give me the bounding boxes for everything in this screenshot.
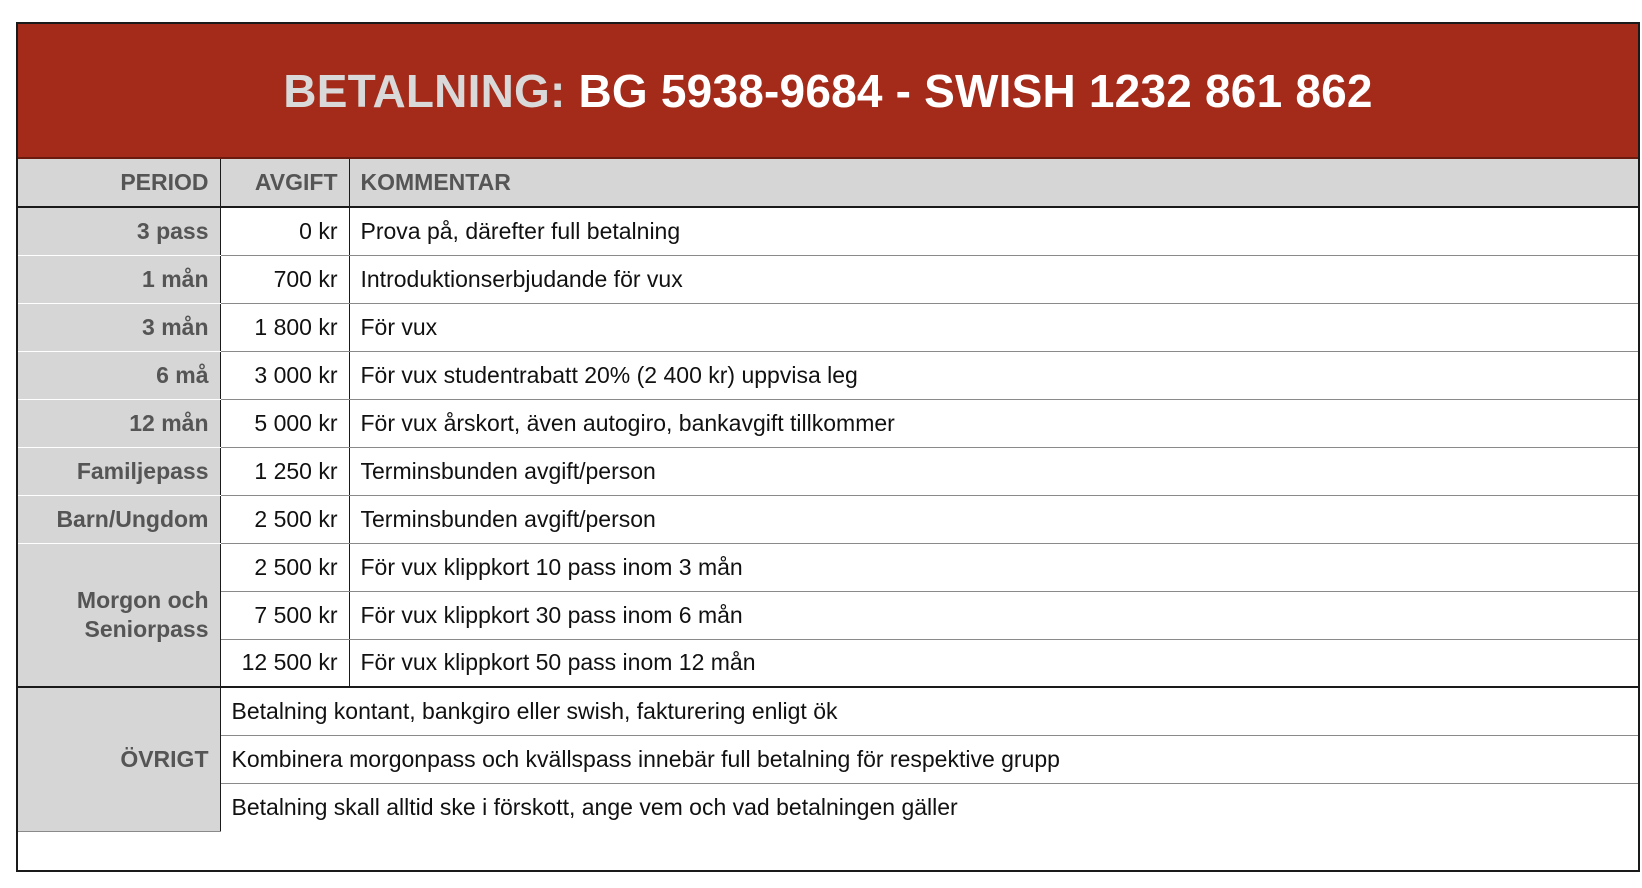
period-cell: 6 må <box>18 351 220 399</box>
period-cell: Familjepass <box>18 447 220 495</box>
table-row <box>18 255 1638 303</box>
other-row <box>18 735 1638 783</box>
other-label-cell: ÖVRIGT <box>18 687 220 831</box>
other-row <box>18 687 1638 735</box>
table-row <box>18 591 1638 639</box>
table-row <box>18 495 1638 543</box>
column-header-comment: KOMMENTAR <box>349 159 1638 207</box>
column-header-fee: AVGIFT <box>220 159 349 207</box>
fee-cell: 700 kr <box>220 255 349 303</box>
price-table <box>16 22 1640 872</box>
table-row <box>18 351 1638 399</box>
comment-cell: För vux årskort, även autogiro, bankavgift tillkommer <box>349 399 1638 447</box>
fee-cell: 1 250 kr <box>220 447 349 495</box>
table-row <box>18 447 1638 495</box>
period-cell: 1 mån <box>18 255 220 303</box>
period-cell: 3 pass <box>18 207 220 255</box>
table-row <box>18 399 1638 447</box>
fee-cell: 12 500 kr <box>220 639 349 687</box>
fee-cell: 2 500 kr <box>220 543 349 591</box>
other-note: Betalning skall alltid ske i förskott, ange vem och vad betalningen gäller <box>231 793 958 820</box>
fee-cell: 7 500 kr <box>220 591 349 639</box>
comment-cell: För vux <box>349 303 1638 351</box>
table-row <box>18 639 1638 687</box>
period-cell: 12 mån <box>18 399 220 447</box>
banner-payment-details: BG 5938-9684 - SWISH 1232 861 862 <box>578 64 1373 117</box>
period-cell: Barn/Ungdom <box>18 495 220 543</box>
other-note: Kombinera morgonpass och kvällspass innebär full betalning för respektive grupp <box>220 735 1638 783</box>
table-row <box>18 207 1638 255</box>
table-header-row <box>18 159 1638 207</box>
comment-cell: För vux klippkort 50 pass inom 12 mån <box>349 639 1638 687</box>
fee-cell: 0 kr <box>220 207 349 255</box>
fee-table <box>18 159 1638 832</box>
comment-cell: Terminsbunden avgift/person <box>349 495 1638 543</box>
fee-cell: 2 500 kr <box>220 495 349 543</box>
period-cell: 3 mån <box>18 303 220 351</box>
fee-cell: 5 000 kr <box>220 399 349 447</box>
other-note: Betalning kontant, bankgiro eller swish, fakturering enligt ök <box>220 687 1638 735</box>
comment-cell: Introduktionserbjudande för vux <box>349 255 1638 303</box>
other-row <box>18 783 1638 831</box>
comment-cell: För vux studentrabatt 20% (2 400 kr) uppvisa leg <box>349 351 1638 399</box>
banner-label: BETALNING: <box>283 64 566 117</box>
group-period-cell: Morgon och Seniorpass <box>18 543 220 687</box>
comment-cell: Terminsbunden avgift/person <box>349 447 1638 495</box>
fee-cell: 1 800 kr <box>220 303 349 351</box>
comment-cell: Prova på, därefter full betalning <box>349 207 1638 255</box>
table-row <box>18 303 1638 351</box>
table-row <box>18 543 1638 591</box>
fee-cell: 3 000 kr <box>220 351 349 399</box>
payment-banner <box>18 24 1638 159</box>
comment-cell: För vux klippkort 30 pass inom 6 mån <box>349 591 1638 639</box>
comment-cell: För vux klippkort 10 pass inom 3 mån <box>349 543 1638 591</box>
column-header-period: PERIOD <box>18 159 220 207</box>
